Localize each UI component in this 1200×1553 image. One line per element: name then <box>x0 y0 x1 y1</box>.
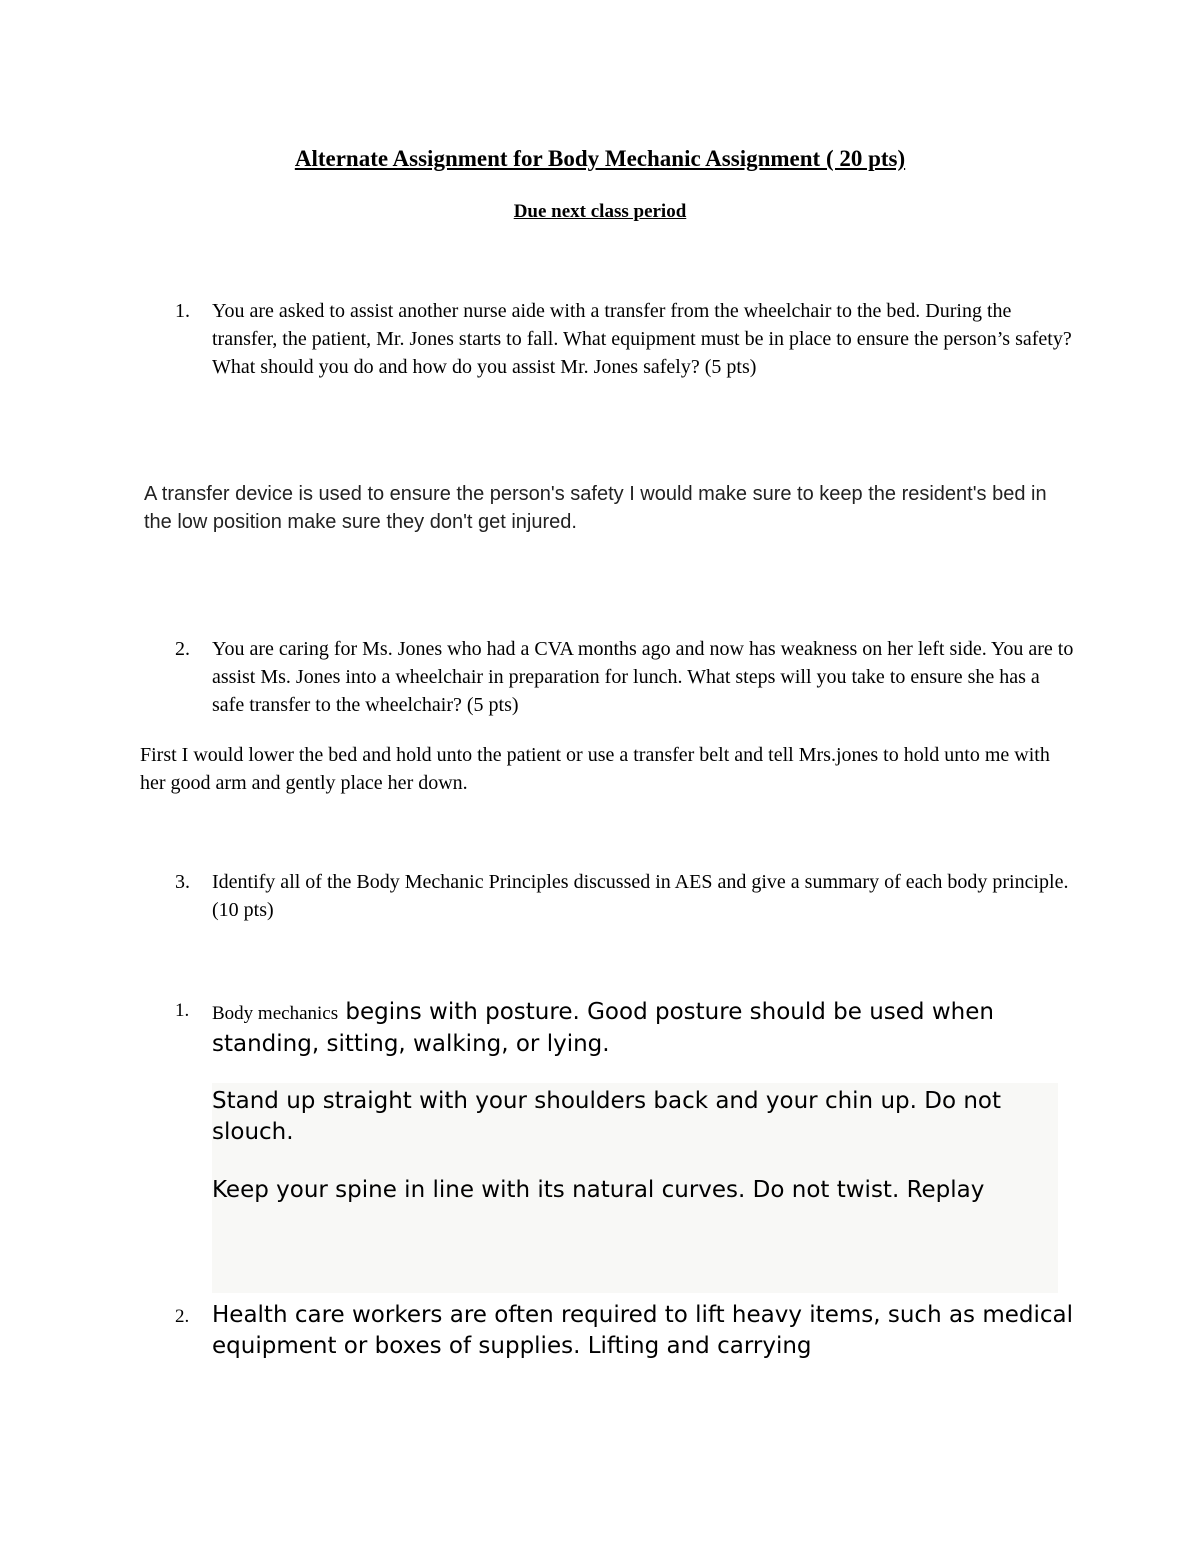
principle-text: Health care workers are often required to lift heavy items, such as medical equipment or boxes of supplies. Lifting and carrying <box>212 1302 1074 1359</box>
principle-1-details <box>212 1083 1058 1293</box>
principle-2 <box>175 1300 1075 1362</box>
principle-summary: begins with posture. Good posture should be used when standing, sitting, walking, or lying. <box>212 999 994 1057</box>
principle-detail-2: Keep your spine in line with its natural curves. Do not twist. Replay <box>212 1177 985 1203</box>
principle-1 <box>175 997 1075 1060</box>
question-3 <box>175 868 1075 924</box>
question-number: 2. <box>175 638 190 660</box>
question-1 <box>175 297 1075 381</box>
principle-lead: Body mechanics <box>212 1003 339 1024</box>
answer-2: First I would lower the bed and hold unto the patient or use a transfer belt and tell Mrs.jones to hold unto me with her good arm and gently place her down. <box>140 744 1050 794</box>
question-number: 1. <box>175 300 190 322</box>
answer-1: A transfer device is used to ensure the person's safety I would make sure to keep the resident's bed in the low position make sure they don't get injured. <box>144 483 1047 533</box>
document-subtitle: Due next class period <box>513 201 687 222</box>
document-title: Alternate Assignment for Body Mechanic Assignment ( 20 pts) <box>294 146 906 171</box>
principle-number: 1. <box>175 1000 190 1021</box>
principle-detail-1: Stand up straight with your shoulders back and your chin up. Do not slouch. <box>212 1088 1002 1145</box>
question-number: 3. <box>175 871 190 893</box>
question-text: Identify all of the Body Mechanic Principles discussed in AES and give a summary of each body principle. (10 pts) <box>212 871 1069 921</box>
principle-number: 2. <box>175 1306 190 1327</box>
principle-text <box>212 997 1075 1060</box>
question-2 <box>175 635 1075 719</box>
question-text: You are caring for Ms. Jones who had a CVA months ago and now has weakness on her left side. You are to assist Ms. Jones into a wheelchair in preparation for lunch. What steps will you take to ensure she has a safe transfer to the wheelchair? (5 pts) <box>212 638 1074 716</box>
question-text: You are asked to assist another nurse aide with a transfer from the wheelchair to the bed. During the transfer, the patient, Mr. Jones starts to fall. What equipment must be in place to ensure the person’s safety? What should you do and how do you assist Mr. Jones safely? (5 pts) <box>212 300 1072 378</box>
